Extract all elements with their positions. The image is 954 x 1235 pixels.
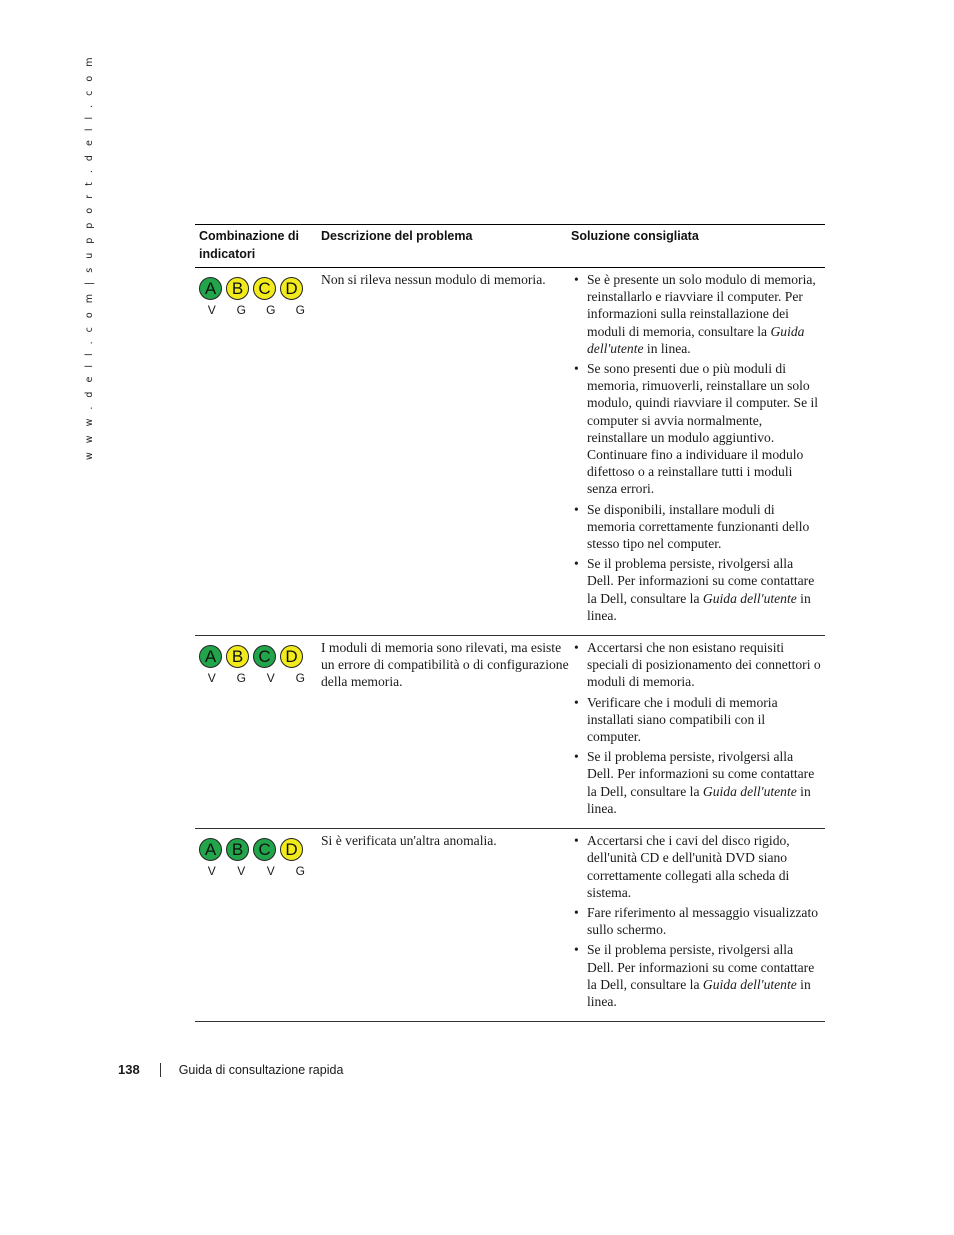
led-code: V <box>266 671 275 686</box>
solution-text: Verificare che i moduli di memoria installati siano compatibili con il computer. <box>587 694 778 745</box>
solution-text: Accertarsi che i cavi del disco rigido, dell'unità CD e dell'unità DVD siano correttamente collegati alla scheda di sistema. <box>587 833 790 900</box>
guide-reference: Guida dell'utente <box>587 323 805 356</box>
footer-separator <box>160 1063 161 1077</box>
indicator-cell <box>195 829 318 1021</box>
solution-tail: in linea. <box>587 590 811 623</box>
table-row <box>195 268 825 636</box>
led-a-icon: A <box>199 645 222 668</box>
led-code: V <box>266 864 275 879</box>
table-row <box>195 829 825 1022</box>
problem-description: Si è verificata un'altra anomalia. <box>321 833 497 849</box>
led-d-icon: D <box>280 838 303 861</box>
guide-reference: Guida dell'utente <box>702 976 797 992</box>
led-code: G <box>236 303 246 317</box>
led-code: G <box>266 303 276 317</box>
led-code-group <box>199 670 318 687</box>
solution-text: Se disponibili, installare moduli di memoria correttamente funzionanti dello stesso tipo nel computer. <box>587 501 810 552</box>
led-code-group <box>199 302 318 319</box>
led-code: V <box>207 864 216 879</box>
led-group <box>199 645 318 668</box>
header-problem-description: Descrizione del problema <box>321 229 473 243</box>
led-group <box>199 838 318 861</box>
header-indicator-combination: Combinazione di indicatori <box>199 229 299 261</box>
solution-cell <box>571 268 825 635</box>
list-item <box>571 360 821 498</box>
problem-description: I moduli di memoria sono rilevati, ma esiste un errore di compatibilità o di configurazione della memoria. <box>321 640 569 690</box>
solution-text: Se sono presenti due o più moduli di memoria, rimuoverli, reinstallare un solo modulo, quindi riavviare il computer. Se il computer si avvia normalmente, reinstallare un modulo aggiuntivo. Continuare fino a individuare il modulo difettoso o a reinstallare tutti i moduli senza errori. <box>587 361 819 497</box>
table-body <box>195 268 825 1022</box>
led-code: G <box>295 303 305 317</box>
problem-description: Non si rileva nessun modulo di memoria. <box>321 272 546 287</box>
list-item <box>571 941 821 1010</box>
indicator-cell <box>195 268 318 635</box>
led-group <box>199 277 318 300</box>
table-row <box>195 636 825 829</box>
solution-tail: in linea. <box>587 783 811 816</box>
led-a-icon: A <box>199 277 222 300</box>
guide-reference: Guida dell'utente <box>702 590 797 606</box>
solution-text: Fare riferimento al messaggio visualizzato sullo schermo. <box>587 904 819 938</box>
solution-text: Se il problema persiste, rivolgersi alla Dell. Per informazioni su come contattare la Dell, consultare la <box>587 556 815 606</box>
page-footer <box>118 1062 343 1077</box>
led-b-icon: B <box>226 645 249 668</box>
led-code: V <box>207 671 216 686</box>
list-item <box>571 639 821 691</box>
led-c-icon: C <box>253 838 276 861</box>
led-b-icon: B <box>226 838 249 861</box>
solution-text: Se il problema persiste, rivolgersi alla Dell. Per informazioni su come contattare la Dell, consultare la <box>587 749 815 799</box>
page-number: 138 <box>118 1062 140 1077</box>
solution-list <box>571 639 821 817</box>
solution-cell <box>571 636 825 828</box>
table-header-row <box>195 225 825 268</box>
list-item <box>571 748 821 817</box>
footer-title: Guida di consultazione rapida <box>178 1062 344 1077</box>
side-url: w w w . d e l l . c o m | s u p p o r t . d e l l . c o m <box>84 54 95 460</box>
led-d-icon: D <box>280 645 303 668</box>
led-code-group <box>199 863 318 880</box>
led-d-icon: D <box>280 277 303 300</box>
solution-tail: in linea. <box>587 976 811 1009</box>
led-code: V <box>207 303 216 317</box>
list-item <box>571 501 821 553</box>
guide-reference: Guida dell'utente <box>702 783 797 799</box>
led-code: G <box>295 864 305 879</box>
list-item <box>571 904 821 938</box>
led-b-icon: B <box>226 277 249 300</box>
list-item <box>571 271 821 357</box>
solution-list <box>571 832 821 1010</box>
solution-text: Accertarsi che non esistano requisiti speciali di posizionamento dei connettori o moduli di memoria. <box>587 640 821 690</box>
led-code: G <box>295 671 305 686</box>
indicator-cell <box>195 636 318 828</box>
indicator-table <box>195 224 825 1022</box>
solution-cell <box>571 829 825 1021</box>
solution-text: Se il problema persiste, rivolgersi alla Dell. Per informazioni su come contattare la Dell, consultare la <box>587 942 815 992</box>
header-recommended-solution: Soluzione consigliata <box>571 229 699 243</box>
solution-text: Se è presente un solo modulo di memoria, reinstallarlo e riavviare il computer. Per informazioni sulla reinstallazione dei moduli di memoria, consultare la <box>587 272 816 339</box>
led-code: V <box>237 864 246 879</box>
led-c-icon: C <box>253 277 276 300</box>
solution-tail: in linea. <box>643 340 691 356</box>
solution-list <box>571 271 821 624</box>
list-item <box>571 832 821 901</box>
led-c-icon: C <box>253 645 276 668</box>
led-a-icon: A <box>199 838 222 861</box>
list-item <box>571 555 821 624</box>
led-code: G <box>236 671 246 686</box>
list-item <box>571 694 821 746</box>
